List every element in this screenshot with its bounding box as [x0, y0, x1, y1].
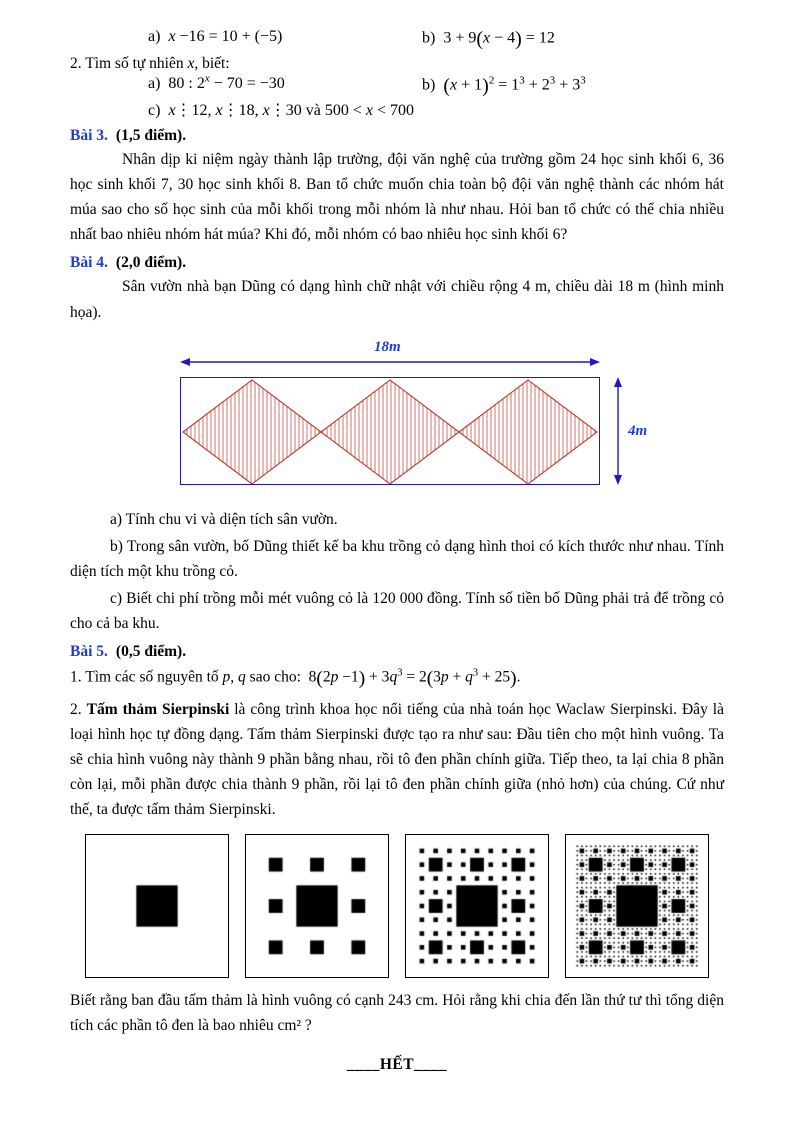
problem-1c-b: b) 3 + 9(x − 4) = 12 [422, 28, 555, 50]
bai4-part-a: a) Tính chu vi và diện tích sân vườn. [110, 510, 338, 528]
rhombi-group [181, 378, 600, 485]
sierpinski-level-2 [245, 834, 389, 978]
bai4-label: Bài 4. [70, 254, 108, 272]
problem-2-b: b) $(x + 1)^2 = 1^3 + 2^3 + 3^3$ [422, 74, 586, 97]
bai4-part-c: c) Biết chi phí trồng mỗi mét vuông cỏ là 120 000 đồng. Tính số tiền bố Dũng phải trả để trồng cỏ cho cả ba khu. [70, 589, 724, 633]
bai3-label: Bài 3. [70, 127, 108, 144]
bai4-points: (2,0 điểm). [115, 254, 187, 272]
bai5-item2 [70, 697, 724, 823]
problem-row-2c [70, 100, 724, 120]
bai5-heading [70, 643, 724, 661]
bai5-item1: 1. Tìm các số nguyên tố p, q sao cho: $8(2p -1) + 3q^3 = 2(3p + q^3 + 25)$. [70, 667, 521, 690]
bai3-body: Nhân dịp ki niệm ngày thành lập trường, đội văn nghệ của trường gồm 24 học sinh khối 6, 36 học sinh khối 7, 30 học sinh khối 8. Ban tổ chức muốn chia toàn bộ đội văn nghệ thành các nhóm hát múa sao cho số học sinh của mỗi khối trong mỗi nhóm là như nhau. Hỏi ban tổ chức có thể chia nhiều nhất bao nhiêu nhóm hát múa? Khi đó, mỗi nhóm có bao nhiêu học sinh khối 6? [70, 151, 724, 244]
bai3-heading [70, 127, 724, 145]
bai4-intro: Sân vườn nhà bạn Dũng có dạng hình chữ nhật với chiều rộng 4 m, chiều dài 18 m (hình minh họa). [70, 278, 724, 321]
bai3-points: (1,5 điểm). [115, 127, 187, 144]
problem-2-c: c) x⋮12, x⋮18, x⋮30 và 500 < x < 700 [148, 102, 415, 119]
bai4-part-b: b) Trong sân vườn, bố Dũng thiết kế ba khu trồng cỏ dạng hình thoi có kích thước như nhau. Tính diện tích một khu trồng cỏ. [70, 537, 724, 580]
bai5-label: Bài 5. [70, 643, 108, 661]
sierpinski-level-3 [405, 834, 549, 978]
problem-2-a: a) 80 : $2^x - 70 = -30$ [148, 72, 285, 92]
document-content [70, 26, 724, 1074]
problem-1c-a: a) x −16 = 10 + (−5) [148, 28, 283, 45]
problem-row-1c [70, 28, 724, 51]
sierpinski-figures [70, 834, 724, 978]
bai5-closing: Biết rằng ban đầu tấm thảm là hình vuông có cạnh 243 cm. Hỏi rằng khi chia đến lần thứ tư thì tổng diện tích các phần tô đen là bao nhiêu cm² ? [70, 992, 724, 1035]
height-arrow [612, 377, 624, 485]
end-marker: ____HẾT____ [346, 1056, 448, 1074]
bai4-heading [70, 254, 724, 272]
sierpinski-term: Tấm thảm Sierpinski [86, 700, 230, 718]
figure-height-label: 4m [628, 422, 648, 439]
problem-2-title: 2. Tìm số tự nhiên x, biết: [70, 55, 230, 72]
figure-width-label: 18m [374, 338, 401, 355]
sierpinski-level-4 [565, 834, 709, 978]
bai5-item2-rest: là công trình khoa học nổi tiếng của nhà toán học Waclaw Sierpinski. Đây là loại hình học tự đồng dạng. Tấm thảm Sierpinski được tạo ra như sau: Đầu tiên cho một hình vuông. Ta sẽ chia hình vuông này thành 9 phần bằng nhau, rồi tô đen phần chính giữa. Tiếp theo, ta lại chia 8 phần còn lại, mỗi phần được chia thành 9 phần, rồi lại tô đen phần chính giữa (nhỏ hơn) của chúng. Cứ như thế, ta được tấm thảm Sierpinski. [70, 700, 724, 819]
garden-rectangle [180, 377, 600, 485]
sierpinski-level-1 [85, 834, 229, 978]
bai5-item2-number: 2. [70, 700, 87, 718]
bai5-points: (0,5 điểm). [115, 643, 187, 661]
garden-figure [162, 338, 648, 499]
width-arrow [180, 357, 600, 367]
problem-row-2ab [70, 72, 724, 98]
